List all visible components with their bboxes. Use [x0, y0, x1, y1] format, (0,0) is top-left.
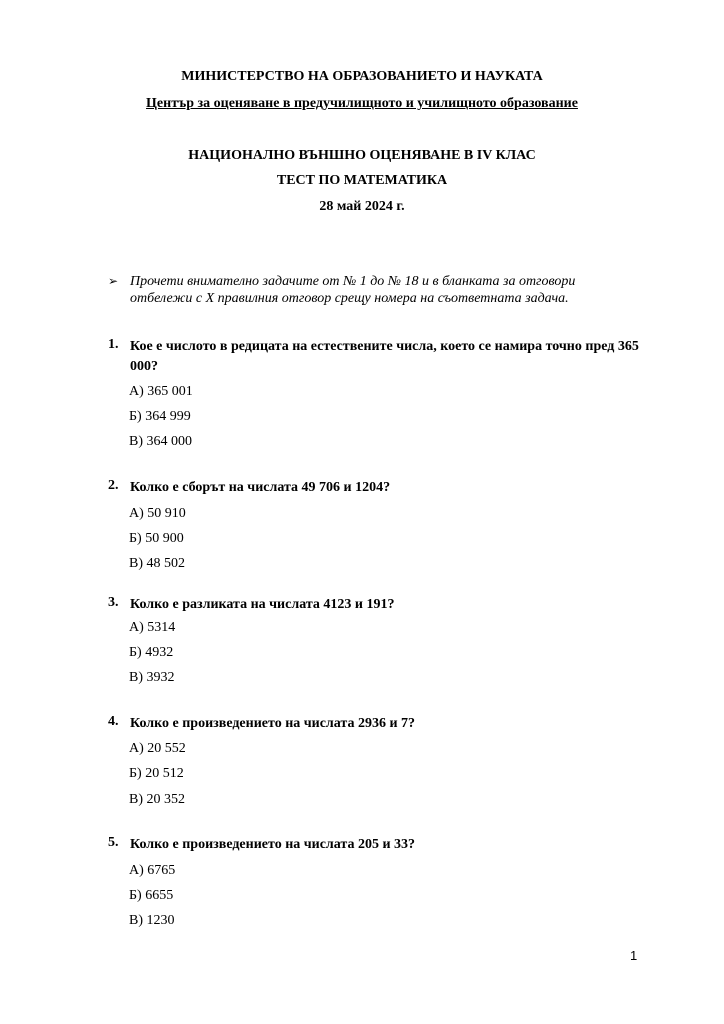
question-1	[108, 337, 648, 377]
option-b: Б) 364 999	[129, 409, 191, 424]
question-number: 5.	[108, 835, 119, 850]
question-number: 3.	[108, 595, 119, 610]
instructions-text: Прочети внимателно задачите от № 1 до № 18 и в бланката за отговори отбележи с X правилния отговор срещу номера на съответната задача.	[130, 274, 576, 306]
question-2	[108, 478, 648, 498]
option-b: Б) 20 512	[129, 766, 184, 781]
option-c: В) 1230	[129, 913, 175, 928]
question-number: 2.	[108, 478, 119, 493]
question-text: Колко е сборът на числата 49 706 и 1204?	[130, 480, 391, 495]
question-number: 4.	[108, 714, 119, 729]
question-5	[108, 835, 648, 855]
question-number: 1.	[108, 337, 119, 352]
option-a: А) 50 910	[129, 506, 186, 521]
option-a: А) 6765	[129, 863, 176, 878]
ministry-heading: МИНИСТЕРСТВО НА ОБРАЗОВАНИЕТО И НАУКАТА	[181, 69, 543, 84]
option-b: Б) 6655	[129, 888, 174, 903]
question-text: Кое е числото в редицата на естествените числа, което се намира точно пред 365 000?	[130, 339, 639, 374]
option-a: А) 5314	[129, 620, 176, 635]
question-text: Колко е произведението на числата 205 и 33?	[130, 837, 416, 852]
question-text: Колко е произведението на числата 2936 и 7?	[130, 716, 416, 731]
question-4	[108, 714, 648, 734]
center-heading: Център за оценяване в предучилищното и училищното образование	[146, 96, 578, 111]
question-text: Колко е разликата на числата 4123 и 191?	[130, 597, 395, 612]
option-b: Б) 4932	[129, 645, 174, 660]
option-b: Б) 50 900	[129, 531, 184, 546]
option-a: А) 365 001	[129, 384, 193, 399]
instructions	[108, 273, 628, 307]
option-c: В) 20 352	[129, 792, 185, 807]
test-subtitle: ТЕСТ ПО МАТЕМАТИКА	[276, 173, 448, 188]
arrow-bullet-icon: ➢	[108, 274, 119, 288]
page-number: 1	[630, 948, 638, 963]
option-c: В) 364 000	[129, 434, 192, 449]
exam-title: НАЦИОНАЛНО ВЪНШНО ОЦЕНЯВАНЕ В IV КЛАС	[188, 148, 536, 163]
option-a: А) 20 552	[129, 741, 186, 756]
option-c: В) 3932	[129, 670, 175, 685]
exam-date: 28 май 2024 г.	[319, 199, 405, 214]
question-3	[108, 595, 648, 615]
option-c: В) 48 502	[129, 556, 185, 571]
